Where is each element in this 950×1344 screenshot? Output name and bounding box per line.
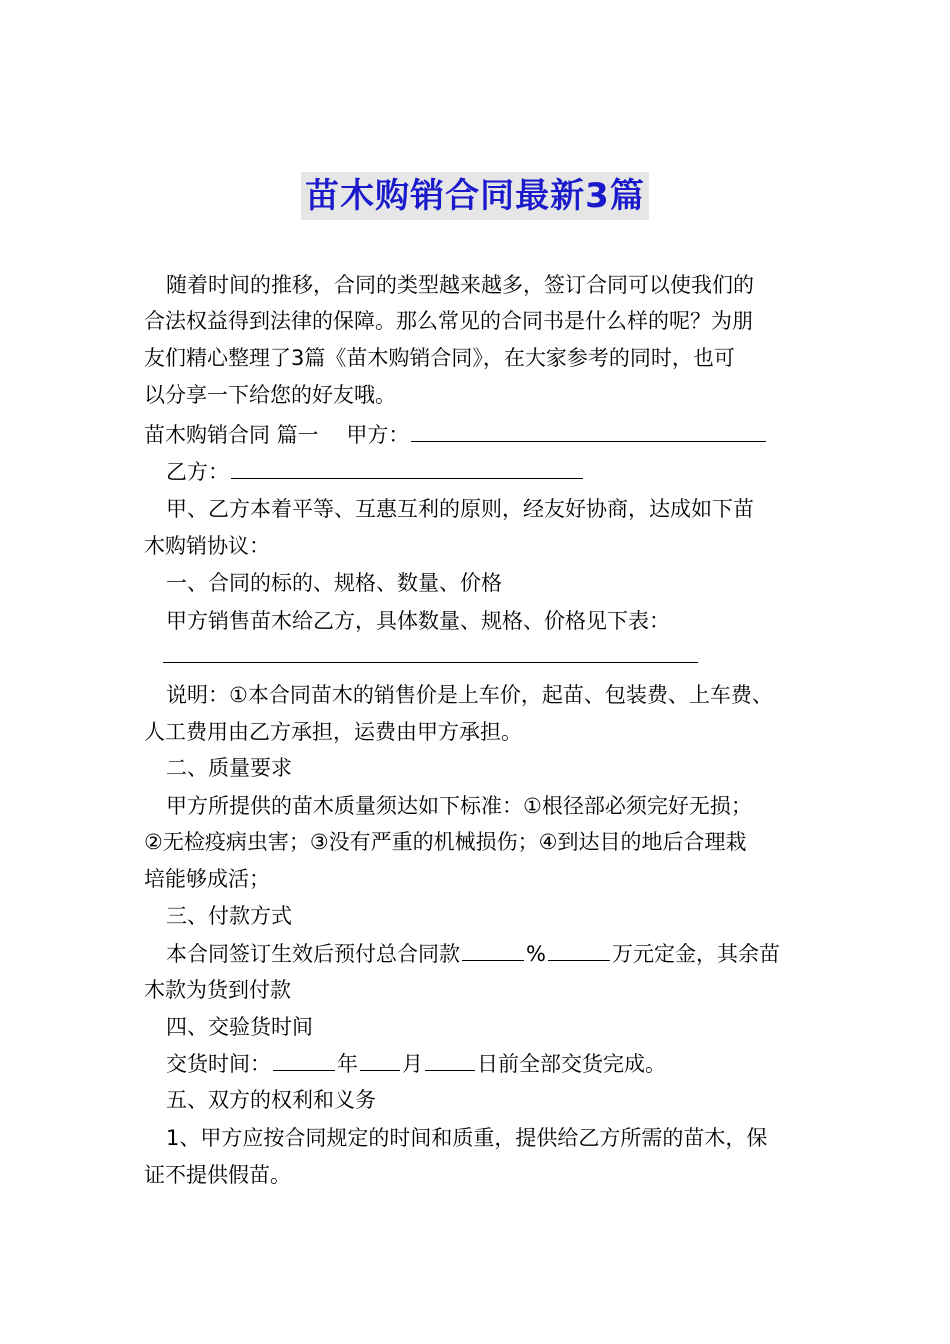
intro-line-3: 友们精心整理了3篇《苗木购销合同》，在大家参考的同时，也可 — [144, 346, 735, 370]
party-a-line — [144, 419, 824, 449]
price-table-blank[interactable] — [163, 662, 698, 663]
note-line-2: 人工费用由乙方承担，运费由甲方承担。 — [144, 720, 522, 744]
section-5-item-1-line-2: 证不提供假苗。 — [144, 1163, 291, 1187]
payment-text-1: 本合同签订生效后预付总合同款 — [166, 942, 460, 966]
intro-line-1: 随着时间的推移，合同的类型越来越多，签订合同可以使我们的 — [166, 273, 754, 297]
payment-percent-sign: % — [526, 942, 546, 966]
intro-line-4: 以分享一下给您的好友哦。 — [144, 383, 396, 407]
note-line-1: 说明：①本合同苗木的销售价是上车价，起苗、包装费、上车费、 — [166, 683, 773, 707]
delivery-label: 交货时间： — [166, 1052, 271, 1076]
delivery-month-blank[interactable] — [360, 1048, 400, 1071]
intro-line-2: 合法权益得到法律的保障。那么常见的合同书是什么样的呢？为朋 — [144, 309, 753, 333]
section-5-item-1-line-1: 1、甲方应按合同规定的时间和质重，提供给乙方所需的苗木，保 — [166, 1126, 768, 1150]
delivery-year-blank[interactable] — [273, 1048, 335, 1071]
party-a-blank[interactable] — [411, 419, 766, 442]
section-1-heading: 一、合同的标的、规格、数量、价格 — [166, 571, 502, 595]
title-text: 苗木购销合同最新3篇 — [301, 172, 649, 220]
delivery-day-blank[interactable] — [425, 1048, 475, 1071]
section-1-text: 甲方销售苗木给乙方，具体数量、规格、价格见下表： — [166, 609, 670, 633]
document-title — [0, 172, 950, 228]
preamble-line-2: 木购销协议： — [144, 534, 270, 558]
section-4-heading: 四、交验货时间 — [166, 1015, 313, 1039]
delivery-year-label: 年 — [337, 1052, 358, 1076]
delivery-month-label: 月 — [402, 1052, 423, 1076]
payment-amount-blank[interactable] — [548, 938, 610, 961]
preamble-line-1: 甲、乙方本着平等、互惠互利的原则，经友好协商，达成如下苗 — [166, 497, 754, 521]
section-3-line-2: 木款为货到付款 — [144, 978, 291, 1002]
party-b-line — [166, 456, 846, 486]
payment-text-2: 万元定金，其余苗 — [611, 942, 780, 966]
section-3-heading: 三、付款方式 — [166, 904, 292, 928]
section-2-line-1: 甲方所提供的苗木质量须达如下标准：①根径部必须完好无损； — [166, 794, 752, 818]
party-a-label: 苗木购销合同 篇一 甲方： — [144, 423, 410, 447]
section-2-line-2: ②无检疫病虫害；③没有严重的机械损伤；④到达目的地后合理栽 — [144, 830, 747, 854]
party-b-label: 乙方： — [166, 460, 229, 484]
party-b-blank[interactable] — [231, 456, 583, 479]
section-5-heading: 五、双方的权利和义务 — [166, 1088, 376, 1112]
section-2-line-3: 培能够成活； — [144, 867, 270, 891]
section-3-line-1 — [166, 938, 846, 968]
payment-percent-blank[interactable] — [462, 938, 524, 961]
section-2-heading: 二、质量要求 — [166, 756, 292, 780]
delivery-day-label: 日前全部交货完成。 — [477, 1052, 666, 1076]
delivery-line — [166, 1048, 846, 1078]
